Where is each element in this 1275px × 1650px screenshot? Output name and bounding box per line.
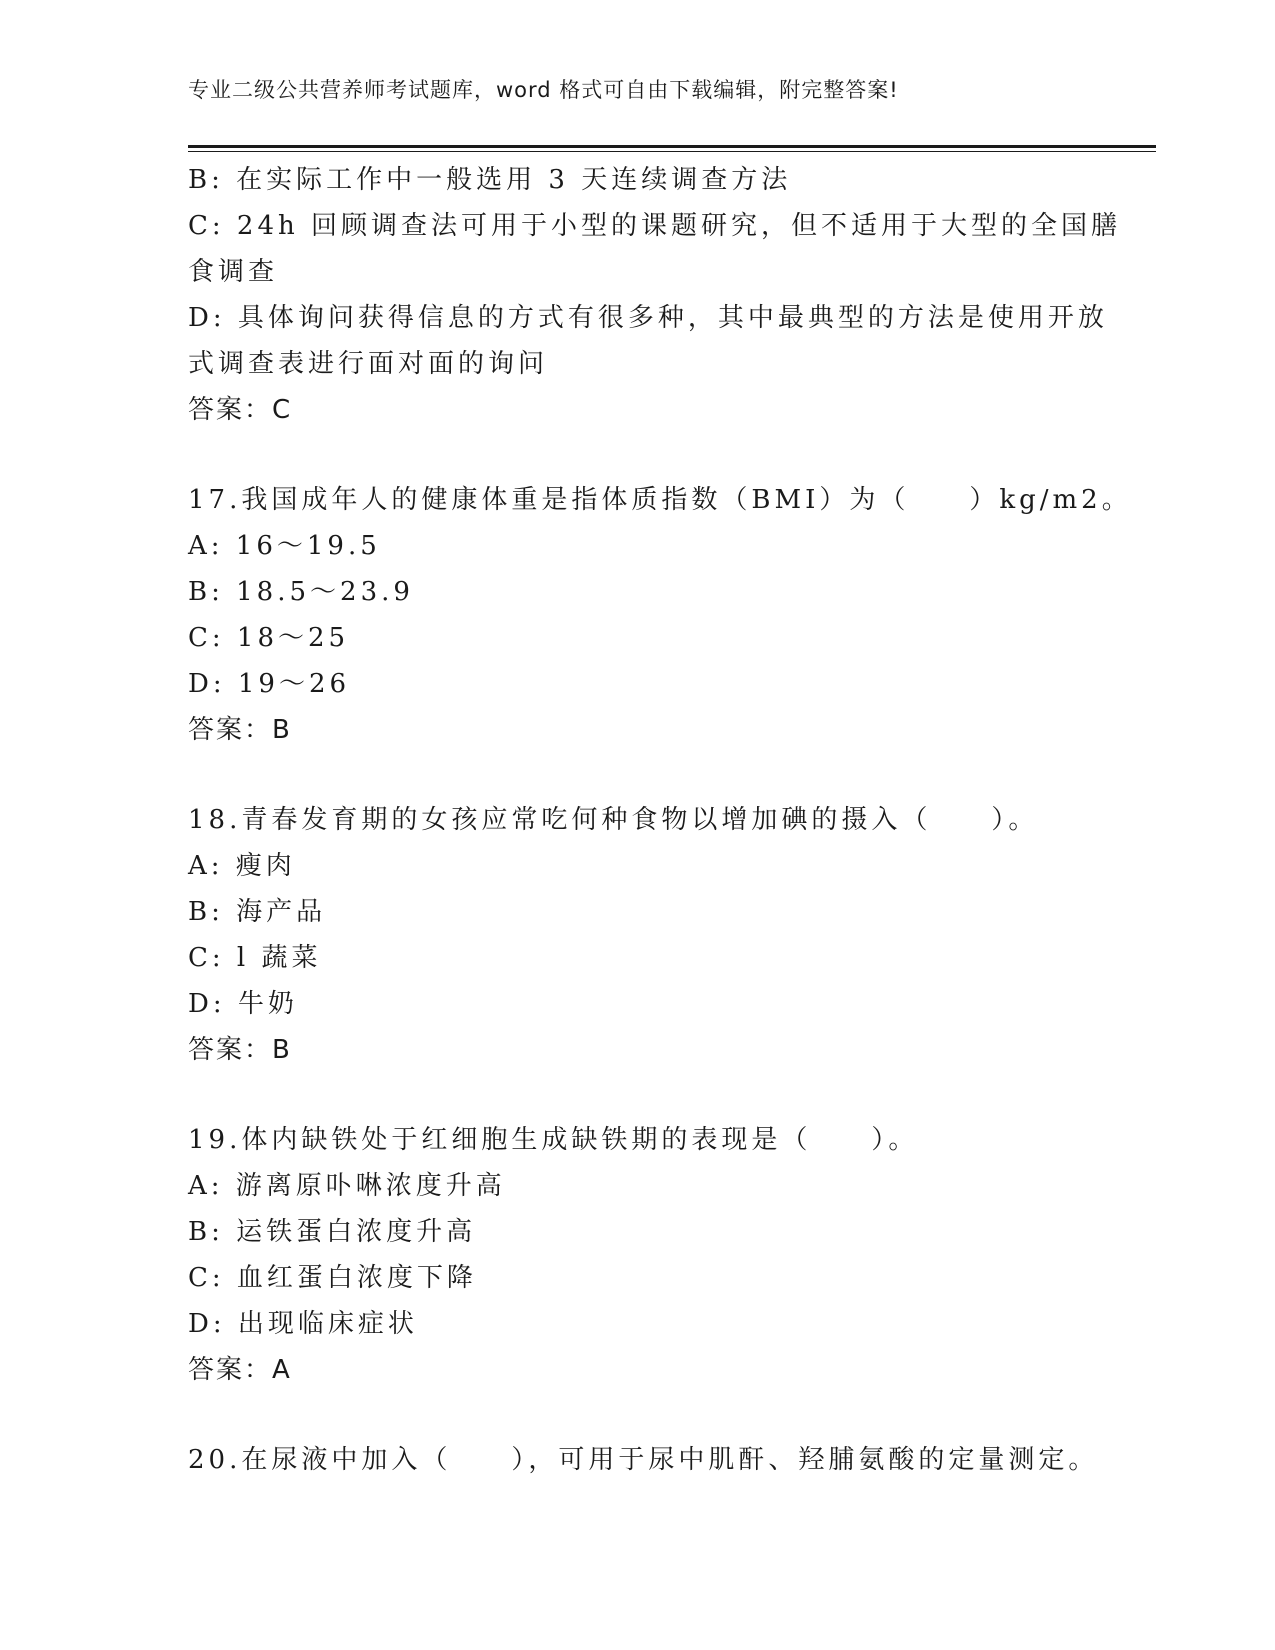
- answer: 答案：C: [188, 395, 293, 425]
- option-b: B: 海产品: [188, 897, 327, 927]
- question-19: [188, 1117, 1088, 1393]
- option-b: B: 18.5～23.9: [188, 577, 414, 607]
- question-text: 17.我国成年人的健康体重是指体质指数（BMI）为（ ）kg/m2。: [188, 485, 1132, 515]
- spacer: [188, 1393, 1088, 1437]
- question-20: [188, 1437, 1099, 1483]
- option-c-line-1: C: 24h 回顾调查法可用于小型的课题研究，但不适用于大型的全国膳: [188, 211, 1122, 241]
- answer: 答案：B: [188, 715, 292, 745]
- option-d-line-1: D: 具体询问获得信息的方式有很多种，其中最典型的方法是使用开放: [188, 303, 1108, 333]
- question-text: 19.体内缺铁处于红细胞生成缺铁期的表现是（ ）。: [188, 1125, 919, 1155]
- answer: 答案：A: [188, 1355, 292, 1385]
- header-divider-thick: [188, 145, 1156, 148]
- option-d-line-2: 式调查表进行面对面的询问: [188, 349, 549, 379]
- option-d: D: 19～26: [188, 669, 351, 699]
- option-a: A: 游离原卟啉浓度升高: [188, 1171, 506, 1201]
- spacer: [188, 1073, 1088, 1117]
- option-b: B: 运铁蛋白浓度升高: [188, 1217, 477, 1247]
- option-c: C: l 蔬菜: [188, 943, 322, 973]
- question-text: 18.青春发育期的女孩应常吃何种食物以增加碘的摄入（ ）。: [188, 805, 1039, 835]
- page-header: 专业二级公共营养师考试题库，word 格式可自由下载编辑，附完整答案!: [188, 78, 899, 102]
- spacer: [188, 753, 1088, 797]
- option-a: A: 16～19.5: [188, 531, 381, 561]
- answer: 答案：B: [188, 1035, 292, 1065]
- option-a: A: 瘦肉: [188, 851, 296, 881]
- option-d: D: 出现临床症状: [188, 1309, 418, 1339]
- option-c: C: 18～25: [188, 623, 350, 653]
- option-c: C: 血红蛋白浓度下降: [188, 1263, 477, 1293]
- option-c-line-2: 食调查: [188, 257, 279, 287]
- question-16-tail: [188, 157, 1122, 433]
- question-content: [188, 157, 1132, 1483]
- spacer: [188, 433, 1088, 477]
- option-d: D: 牛奶: [188, 989, 298, 1019]
- question-text: 20.在尿液中加入（ ），可用于尿中肌酐、羟脯氨酸的定量测定。: [188, 1445, 1099, 1475]
- header-divider-thin: [188, 151, 1156, 152]
- question-18: [188, 797, 1088, 1073]
- question-17: [188, 477, 1132, 753]
- option-b: B: 在实际工作中一般选用 3 天连续调查方法: [188, 165, 792, 195]
